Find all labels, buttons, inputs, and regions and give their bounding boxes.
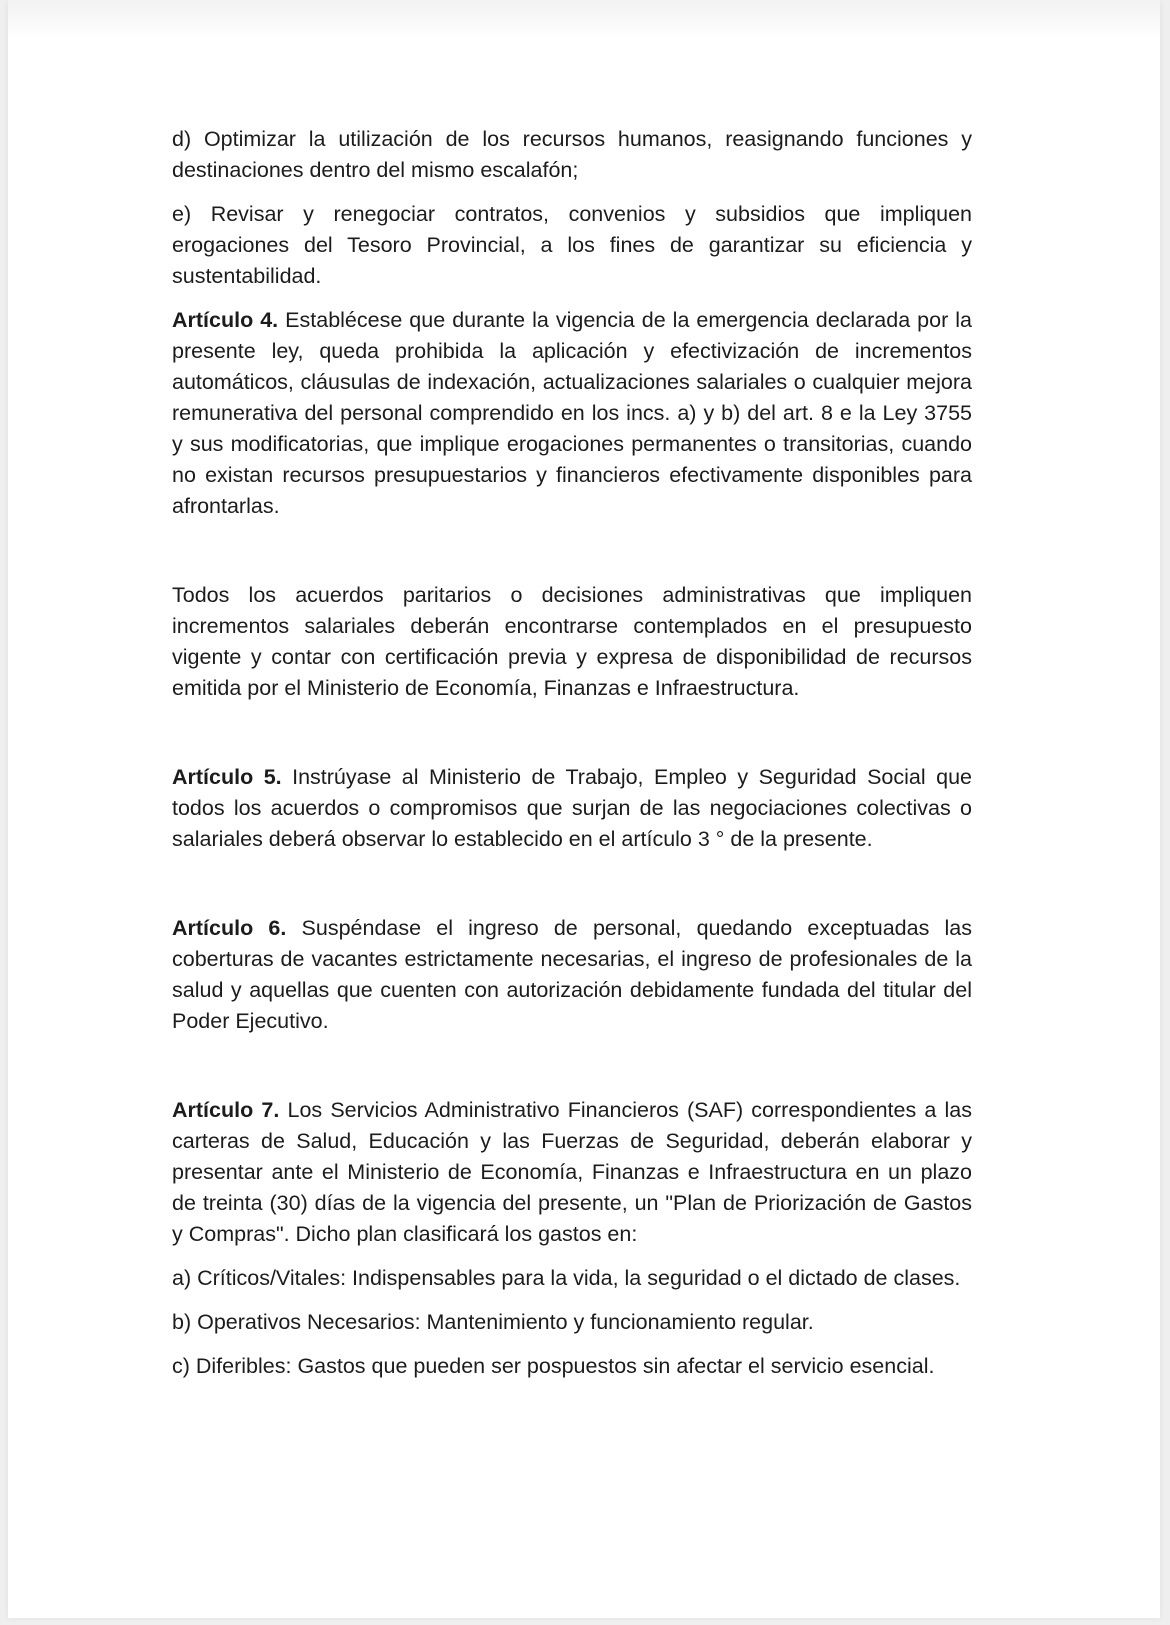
page-shadow	[8, 0, 1160, 40]
article-6	[172, 913, 972, 1037]
article-4-label: Artículo 4.	[172, 308, 279, 332]
item-d: d) Optimizar la utilización de los recursos humanos, reasignando funciones y destinaciones dentro del mismo escalafón;	[172, 127, 972, 182]
document-page	[8, 0, 1160, 1618]
article-6-label: Artículo 6.	[172, 916, 287, 940]
article-5-text: Instrúyase al Ministerio de Trabajo, Empleo y Seguridad Social que todos los acuerdos o compromisos que surjan de las negociaciones colectivas o salariales deberá observar lo establecido en el artículo 3 ° de la presente.	[172, 765, 972, 851]
article-7	[172, 1095, 972, 1250]
article-7-text: Los Servicios Administrativo Financieros (SAF) correspondientes a las carteras de Salud, Educación y las Fuerzas de Seguridad, deberán elaborar y presentar ante el Ministerio de Economía, Finanzas e Infraestructura en un plazo de treinta (30) días de la vigencia del presente, un "Plan de Priorización de Gastos y Compras". Dicho plan clasificará los gastos en:	[172, 1098, 972, 1246]
item-e: e) Revisar y renegociar contratos, convenios y subsidios que impliquen erogaciones del Tesoro Provincial, a los fines de garantizar su eficiencia y sustentabilidad.	[172, 202, 972, 288]
item-a: a) Críticos/Vitales: Indispensables para la vida, la seguridad o el dictado de clases.	[172, 1266, 961, 1290]
article-5-label: Artículo 5.	[172, 765, 282, 789]
article-6-text: Suspéndase el ingreso de personal, quedando exceptuadas las coberturas de vacantes estrictamente necesarias, el ingreso de profesionales de la salud y aquellas que cuenten con autorización debidamente fundada del titular del Poder Ejecutivo.	[172, 916, 972, 1033]
article-4	[172, 305, 972, 522]
article-4-paragraph-2: Todos los acuerdos paritarios o decisiones administrativas que impliquen incrementos salariales deberán encontrarse contemplados en el presupuesto vigente y contar con certificación previa y expresa de disponibilidad de recursos emitida por el Ministerio de Economía, Finanzas e Infraestructura.	[172, 583, 972, 700]
document-body	[172, 124, 972, 1382]
item-c: c) Diferibles: Gastos que pueden ser pospuestos sin afectar el servicio esencial.	[172, 1354, 935, 1378]
article-4-text: Establécese que durante la vigencia de la emergencia declarada por la presente ley, queda prohibida la aplicación y efectivización de incrementos automáticos, cláusulas de indexación, actualizaciones salariales o cualquier mejora remunerativa del personal comprendido en los incs. a) y b) del art. 8 e la Ley 3755 y sus modificatorias, que implique erogaciones permanentes o transitorias, cuando no existan recursos presupuestarios y financieros efectivamente disponibles para afrontarlas.	[172, 308, 972, 518]
item-b: b) Operativos Necesarios: Mantenimiento y funcionamiento regular.	[172, 1310, 814, 1334]
article-7-label: Artículo 7.	[172, 1098, 280, 1122]
article-5	[172, 762, 972, 855]
